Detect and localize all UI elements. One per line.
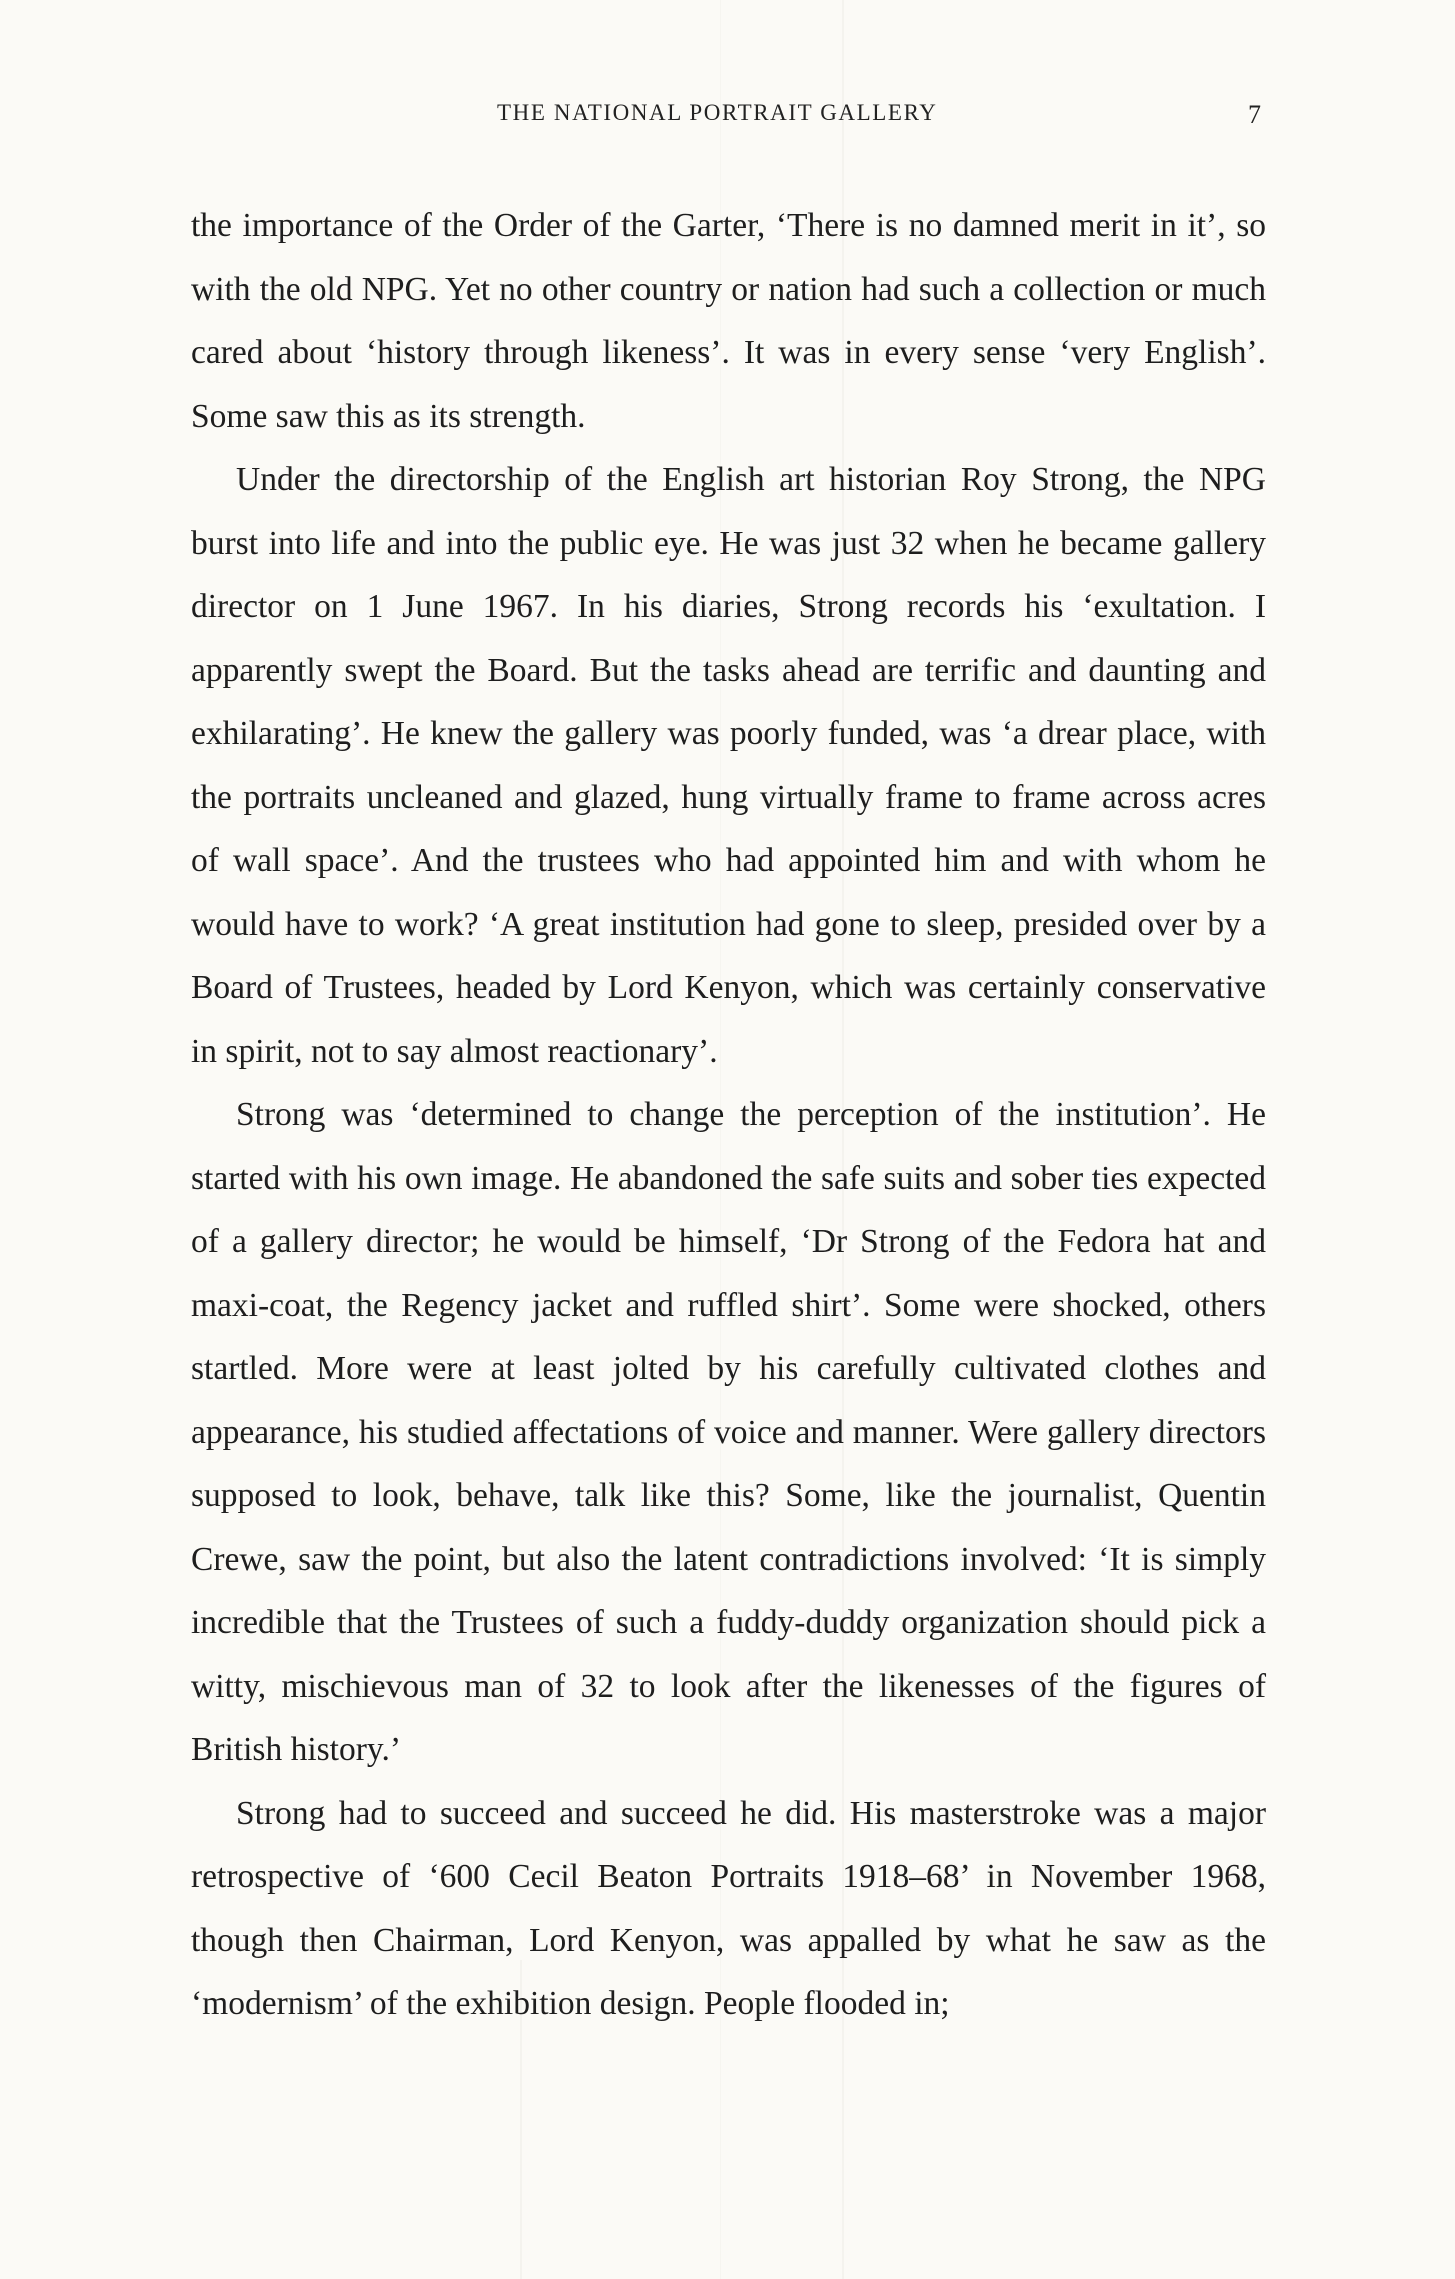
- body-text: [191, 194, 1266, 2036]
- paragraph: Strong had to succeed and succeed he did. His masterstroke was a major retrospective of ‘600 Cecil Beaton Portraits 1918–68’ in November 1968, though then Chairman, Lord Kenyon, was appalled by what he saw as the ‘modernism’ of the exhibition design. People flooded in;: [191, 1794, 1266, 2022]
- paragraph: the importance of the Order of the Garter, ‘There is no damned merit in it’, so with the old NPG. Yet no other country or nation had such a collection or much cared about ‘history through likeness’. It was in every sense ‘very English’. Some saw this as its strength.: [191, 207, 1266, 435]
- paragraph: Strong was ‘determined to change the perception of the institution’. He started with his own image. He abandoned the safe suits and sober ties expected of a gallery director; he would be himself, ‘Dr Strong of the Fedora hat and maxi-coat, the Regency jacket and ruffled shirt’. Some were shocked, others startled. More were at least jolted by his carefully cultivated clothes and appearance, his studied affectations of voice and manner. Were gallery directors supposed to look, behave, talk like this? Some, like the journalist, Quentin Crewe, saw the point, but also the latent contradictions involved: ‘It is simply incredible that the Trustees of such a fuddy-duddy organization should pick a witty, mischievous man of 32 to look after the likenesses of the figures of British history.’: [191, 1096, 1266, 1768]
- running-title: THE NATIONAL PORTRAIT GALLERY: [497, 100, 938, 125]
- page-number: 7: [1248, 100, 1261, 129]
- running-head: [0, 100, 1455, 140]
- paragraph: Under the directorship of the English art historian Roy Strong, the NPG burst into life and into the public eye. He was just 32 when he became gallery director on 1 June 1967. In his diaries, Strong records his ‘exultation. I apparently swept the Board. But the tasks ahead are terrific and daunting and exhilarating’. He knew the gallery was poorly funded, was ‘a drear place, with the portraits uncleaned and glazed, hung virtually frame to frame across acres of wall space’. And the trustees who had appointed him and with whom he would have to work? ‘A great institution had gone to sleep, presided over by a Board of Trustees, headed by Lord Kenyon, which was certainly conservative in spirit, not to say almost reactionary’.: [191, 461, 1266, 1070]
